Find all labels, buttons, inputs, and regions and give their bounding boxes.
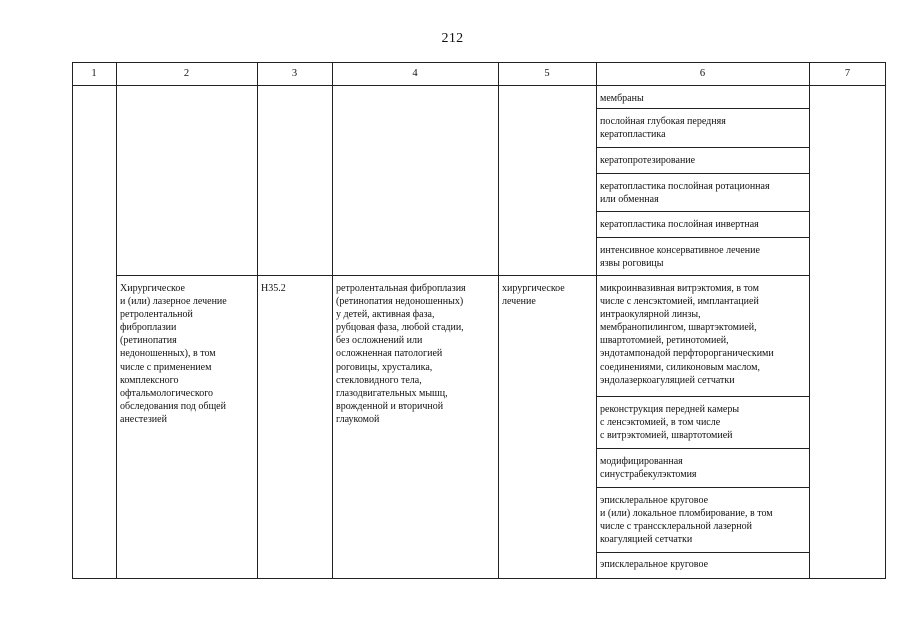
method-cell: кератопластика послойная инвертная: [600, 219, 759, 230]
column-header-4: 4: [412, 68, 418, 79]
method-separator: [596, 552, 809, 553]
column-header-7: 7: [844, 68, 851, 79]
method-cell: интенсивное консервативное лечение язвы роговицы: [600, 245, 760, 270]
care-type-cell: Хирургическое и (или) лазерное лечение ретролентальной фиброплазии (ретинопатия недоношенных), в том числе с применением комплексного офтальмологического обследования под общей анестезией: [120, 283, 227, 425]
patient-model-cell: ретролентальная фиброплазия (ретинопатия недоношенных) у детей, активная фаза, рубцовая фаза, любой стадии, без осложнений или осложненная патологией роговицы, хрусталика, стекловидного тела, глазодвигательных мышц, врожденной и вторичной глаукомой: [336, 283, 466, 425]
column-header-2: 2: [183, 68, 190, 79]
method-separator: [596, 396, 809, 397]
page-number: 212: [441, 31, 464, 46]
icd-code-cell: Н35.2: [261, 283, 286, 294]
method-separator: [596, 211, 809, 212]
method-cell: эписклеральное круговое: [600, 559, 709, 570]
column-divider: [332, 62, 333, 579]
column-divider: [72, 62, 73, 579]
method-separator: [596, 173, 809, 174]
column-header-6: 6: [699, 68, 706, 79]
column-divider: [257, 62, 258, 579]
method-separator: [596, 108, 809, 109]
method-separator: [596, 487, 809, 488]
column-divider: [885, 62, 886, 579]
method-separator: [596, 237, 809, 238]
method-cell: послойная глубокая передняя кератопластика: [600, 116, 726, 141]
method-separator: [596, 448, 809, 449]
header-bottom-border: [72, 85, 886, 86]
method-cell: реконструкция передней камеры с ленсэктомией, в том числе с витрэктомией, швартотомией: [600, 404, 740, 442]
method-cell: кератопластика послойная ротационная или обменная: [600, 181, 770, 206]
medical-care-table: [72, 62, 886, 579]
method-cell: модифицированная синустрабекулэктомия: [600, 456, 697, 481]
table-bottom-border: [72, 578, 886, 579]
treatment-type-cell: хирургическое лечение: [502, 283, 565, 308]
column-header-3: 3: [291, 68, 298, 79]
column-divider: [498, 62, 499, 579]
method-cell: мембраны: [600, 93, 644, 104]
method-cell: кератопротезирование: [600, 155, 696, 166]
method-cell: микроинвазивная витрэктомия, в том числе с ленсэктомией, имплантацией интраокулярной линзы, мембранопилингом, швартэктомией, швартотомией, ретинотомией, эндотампонадой перфторорганическими соединениями, силиконовым маслом, эндолазеркоагуляцией сетчатки: [600, 283, 774, 386]
column-divider: [596, 62, 597, 579]
column-header-5: 5: [544, 68, 550, 79]
method-cell: эписклеральное круговое и (или) локальное пломбирование, в том числе с транссклеральной лазерной коагуляцией сетчатки: [600, 495, 773, 546]
column-divider: [116, 62, 117, 579]
column-header-1: 1: [91, 68, 97, 79]
column-divider: [809, 62, 810, 579]
method-separator: [596, 147, 809, 148]
row-separator: [116, 275, 809, 276]
